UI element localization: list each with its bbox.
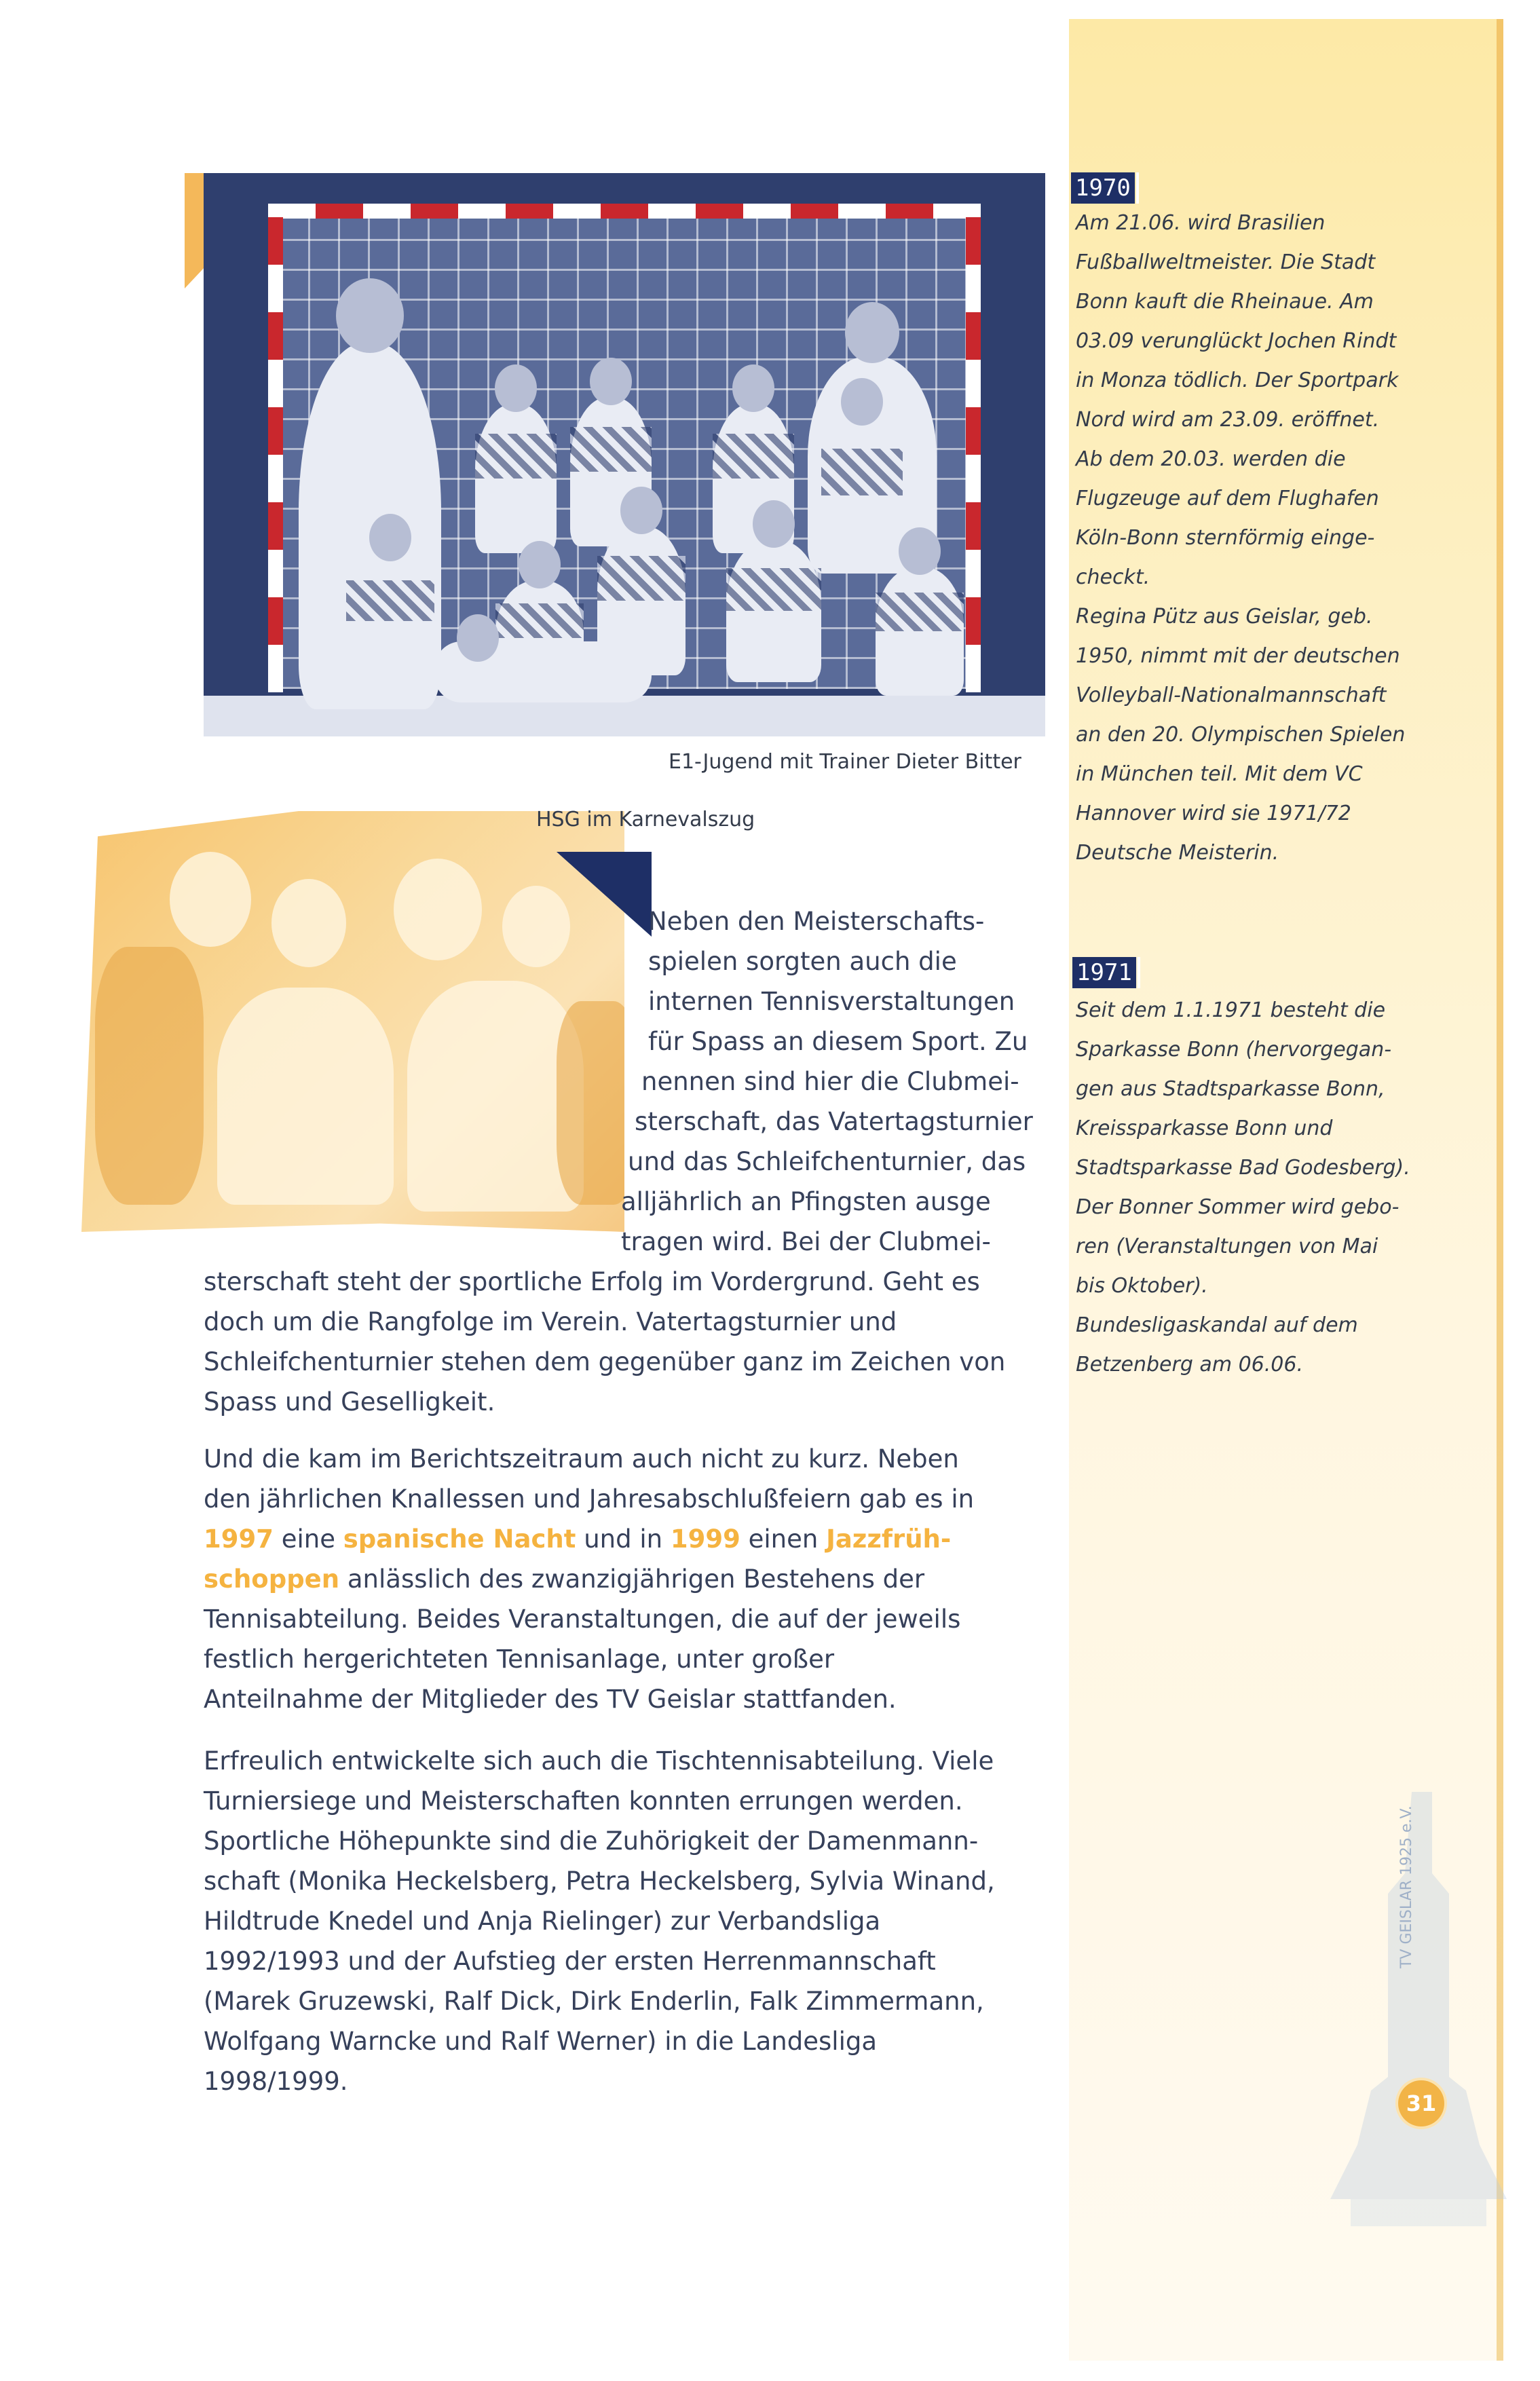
player-figure: [475, 404, 557, 553]
text-line: und das Schleifchenturnier, das: [628, 1147, 1026, 1176]
text-run: einen: [740, 1524, 827, 1554]
chronicle-line: Am 21.06. wird Brasilien: [1076, 211, 1326, 235]
highlight-year: 1999: [670, 1524, 740, 1554]
paragraph-events: [204, 1439, 1059, 1719]
text-line: Anteilnahme der Mitglieder des TV Geislar stattfanden.: [204, 1685, 897, 1714]
chronicle-line: 03.09 verunglückt Jochen Rindt: [1076, 329, 1397, 353]
player-figure: [821, 417, 903, 574]
text-line: spielen sorgten auch die: [648, 947, 957, 976]
highlight-year: 1997: [204, 1524, 274, 1554]
chronicle-line: ren (Veranstaltungen von Mai: [1076, 1235, 1378, 1258]
club-emblem-icon: [1330, 1792, 1507, 2267]
chronicle-line: Stadtsparkasse Bad Godesberg).: [1076, 1156, 1410, 1180]
chronicle-line: Bonn kauft die Rheinaue. Am: [1076, 290, 1374, 314]
chronicle-line: in München teil. Mit dem VC: [1076, 762, 1363, 786]
text-line: Hildtrude Knedel und Anja Rielinger) zur Verbandsliga: [204, 1907, 881, 1936]
text-run: eine: [273, 1524, 343, 1554]
team-photo: [204, 173, 1045, 736]
text-line: festlich hergerichteten Tennisanlage, unter großer: [204, 1645, 835, 1674]
text-line: den jährlichen Knallessen und Jahresabschlußfeiern gab es in: [204, 1484, 975, 1514]
player-figure: [346, 553, 434, 689]
text-line: 1992/1993 und der Aufstieg der ersten Herrenmannschaft: [204, 1947, 936, 1976]
chronicle-line: Der Bonner Sommer wird gebo-: [1076, 1195, 1400, 1219]
page-number: 31: [1398, 2080, 1444, 2126]
text-line: (Marek Gruzewski, Ralf Dick, Dirk Enderlin, Falk Zimmermann,: [204, 1987, 984, 2016]
text-line: [204, 1519, 1059, 1559]
chronicle-line: Deutsche Meisterin.: [1076, 841, 1279, 865]
text-line: Wolfgang Warncke und Ralf Werner) in die Landesliga: [204, 2027, 878, 2056]
text-line: [204, 1559, 1059, 1599]
chronicle-line: Hannover wird sie 1971/72: [1076, 802, 1351, 825]
chronicle-line: an den 20. Olympischen Spielen: [1076, 723, 1406, 747]
text-line: Tennisabteilung. Beides Veranstaltungen, die auf der jeweils: [204, 1605, 961, 1634]
text-line: tragen wird. Bei der Clubmei-: [621, 1227, 991, 1256]
text-line: Sportliche Höhepunkte sind die Zuhörigkeit der Damenmann-: [204, 1826, 979, 1856]
year-badge-1971: 1971: [1072, 957, 1136, 988]
chronicle-line: Volleyball-Nationalmannschaft: [1076, 683, 1387, 707]
chronicle-line: checkt.: [1076, 565, 1150, 589]
text-run: und in: [576, 1524, 671, 1554]
carnival-photo-caption: HSG im Karnevalszug: [536, 808, 755, 831]
chronicle-line: Fußballweltmeister. Die Stadt: [1076, 250, 1376, 274]
chronicle-line: Regina Pütz aus Geislar, geb.: [1076, 605, 1373, 629]
goal-crossbar: [268, 204, 981, 219]
text-line: doch um die Rangfolge im Verein. Vatertagsturnier und: [204, 1307, 897, 1336]
text-line: alljährlich an Pfingsten ausge: [621, 1187, 991, 1216]
chronicle-line: Betzenberg am 06.06.: [1076, 1353, 1303, 1376]
paragraph-table-tennis: [204, 1741, 1059, 2101]
chronicle-line: Nord wird am 23.09. eröffnet.: [1076, 408, 1380, 432]
goal-post-right: [966, 204, 981, 692]
text-line: Turniersiege und Meisterschaften konnten errungen werden.: [204, 1786, 963, 1816]
year-badge-1970: 1970: [1071, 172, 1135, 204]
text-run: anlässlich des zwanzigjährigen Bestehens der: [339, 1564, 925, 1594]
chronicle-line: Flugzeuge auf dem Flughafen: [1076, 487, 1379, 510]
chronicle-line: gen aus Stadtsparkasse Bonn,: [1076, 1077, 1385, 1101]
text-line: Erfreulich entwickelte sich auch die Tischtennisabteilung. Viele: [204, 1746, 994, 1776]
chronicle-line: Sparkasse Bonn (hervorgegan-: [1076, 1038, 1392, 1062]
team-photo-caption: E1-Jugend mit Trainer Dieter Bitter: [669, 750, 1021, 774]
text-line: schaft (Monika Heckelsberg, Petra Heckelsberg, Sylvia Winand,: [204, 1867, 995, 1896]
text-line: sterschaft, das Vatertagsturnier: [635, 1107, 1033, 1136]
text-line: internen Tennisverstaltungen: [648, 987, 1015, 1016]
crowd-shadow: [95, 947, 204, 1205]
text-line: nennen sind hier die Clubmei-: [641, 1067, 1019, 1096]
chronicle-line: 1950, nimmt mit der deutschen: [1076, 644, 1400, 668]
chronicle-line: bis Oktober).: [1076, 1274, 1208, 1298]
text-line: 1998/1999.: [204, 2067, 348, 2096]
highlight-event: Jazzfrüh-: [826, 1524, 952, 1554]
text-line: Schleifchenturnier stehen dem gegenüber ganz im Zeichen von: [204, 1347, 1006, 1376]
club-vertical-label: TV GEISLAR 1925 e.V.: [1398, 1805, 1415, 1968]
text-line: sterschaft steht der sportliche Erfolg im Vordergrund. Geht es: [204, 1267, 980, 1296]
highlight-event: spanische Nacht: [343, 1524, 576, 1554]
goal-post-left: [268, 204, 283, 692]
text-line: Spass und Geselligkeit.: [204, 1387, 495, 1417]
chronicle-line: in Monza tödlich. Der Sportpark: [1076, 369, 1399, 392]
text-line: für Spass an diesem Sport. Zu: [648, 1027, 1028, 1056]
chronicle-line: Ab dem 20.03. werden die: [1076, 447, 1346, 471]
chronicle-line: Kreissparkasse Bonn und: [1076, 1117, 1333, 1140]
lying-player-figure: [434, 641, 652, 702]
chronicle-1971: [1076, 991, 1490, 1385]
chronicle-line: Bundesligaskandal auf dem: [1076, 1313, 1358, 1337]
chronicle-1970: [1076, 204, 1490, 873]
player-figure: [876, 567, 964, 696]
chronicle-line: Köln-Bonn sternförmig einge-: [1076, 526, 1375, 550]
highlight-event: schoppen: [204, 1564, 340, 1594]
chronicle-line: Seit dem 1.1.1971 besteht die: [1076, 998, 1386, 1022]
paragraph-tennis: [204, 901, 1052, 1422]
text-line: Neben den Meisterschafts-: [648, 907, 985, 936]
player-figure: [726, 540, 821, 682]
text-line: Und die kam im Berichtszeitraum auch nicht zu kurz. Neben: [204, 1444, 959, 1474]
